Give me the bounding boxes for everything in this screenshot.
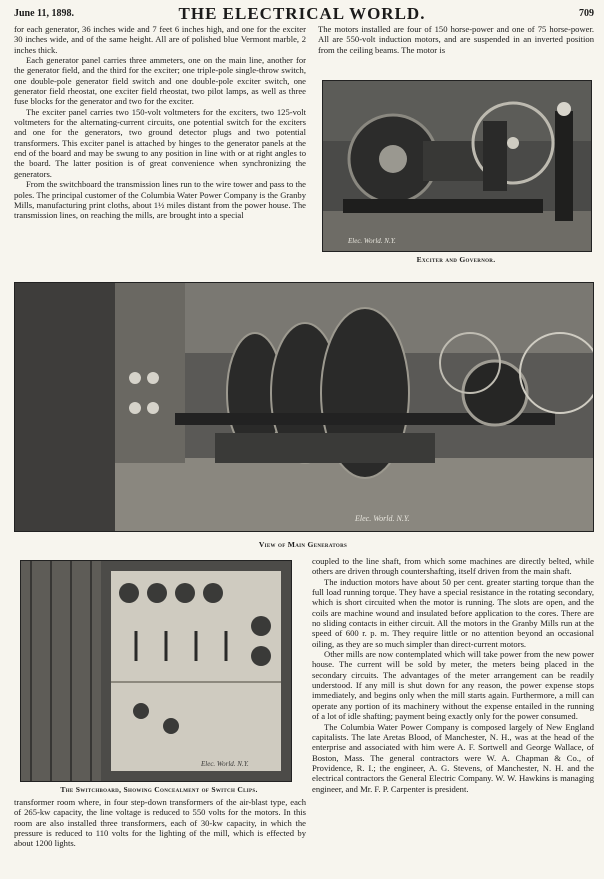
paragraph: The Columbia Water Power Company is composed largely of New England capitalists. The late Aretas Blood, of Manchester, N. H., was at the head of the enterprise and associated with him were A. F. Sortwell and George Wallace, of Boston, Mass. The general contractors were W. A. Chapman & Co., of Providence, R. I.; the engineer, A. G. Stevens, of Manchester, N. H. and the electrical contractors the General Electric Company. W. W. Hawkins is managing engineer, and Mr. F. P. Carpenter is president.	[312, 721, 594, 794]
paragraph: The induction motors have about 50 per cent. greater starting torque than the full load running torque. They have a special resistance in the rotating secondary, which is short circuited when the motor is running. The slots are open, and the coils are machine wound and insulated before application to the cores. There are no sliding contacts in either circuit. All the motors in the Granby Mills run at the speed of 600 r. p. m. They require little or no attention beyond an occasional oiling, as they are so much simpler than direct-current motors.	[312, 576, 594, 649]
paragraph: The motors installed are four of 150 horse-power and one of 75 horse-power. All are 550-volt induction motors, and are suspended in an inverted position from the ceiling beams. The motor is	[318, 24, 594, 55]
left-bottom-column	[14, 797, 306, 849]
page-number: 709	[579, 8, 594, 19]
caption-generators: View of Main Generators	[258, 540, 348, 549]
paragraph: Other mills are now contemplated which will take power from the new power house. The current will be sold by meter, the meters being placed in the secondary circuits. The advantages of the meter arrangement can be readily understood. If any mill is shut down for any reason, the power expense stops immediately, and begins only when the mill starts again. Furthermore, a mill can operate any portion of its machinery without the expense entailed in the running of a lot of idle shafting; payment being exactly only for the power consumed.	[312, 649, 594, 722]
paragraph: coupled to the line shaft, from which some machines are directly belted, while others are driven through countershafting, itself driven from the main shaft.	[312, 556, 594, 577]
photo-mark: Elec. World. N.Y.	[355, 514, 410, 523]
right-top-column	[318, 24, 594, 55]
paragraph: The exciter panel carries two 150-volt voltmeters for the exciters, two 125-volt voltmeters for the alternating-current circuits, one potential switch for the exciters and one for the generators, two ground detector plugs and two potential transformers. This exciter panel is attached by hinges to the generator panels at the end of the board and may be swung to any position in line with or at right angles to the board. The latter position is of great convenience when synchronizing the generators.	[14, 106, 306, 179]
paragraph: From the switchboard the transmission lines run to the wire tower and pass to the poles. The principal customer of the Columbia Water Power Company is the Granby Mills, manufacturing print cloths, about 1½ miles distant from the power house. The transmission lines, on reaching the mills, are brought into a special	[14, 179, 306, 221]
exciter-governor-photo	[322, 80, 592, 252]
caption-switchboard: The Switchboard, Showing Concealment of Switch Clips.	[60, 785, 258, 794]
paragraph: for each generator, 36 inches wide and 7 feet 6 inches high, and one for the exciter 30 inches wide, and of the same height. All are of polished blue Vermont marble, 2 inches thick.	[14, 24, 306, 55]
photo-mark: Elec. World. N.Y.	[201, 760, 249, 768]
paragraph: transformer room where, in four step-down transformers of the air-blast type, each of 265-kw capacity, the line voltage is reduced to 550 volts for the motors. In this room are also installed three transformers, each of 30-kw capacity, in which the pressure is reduced to 110 volts for the lighting of the mill, which is effected by about 1200 lights.	[14, 797, 306, 849]
journal-title: THE ELECTRICAL WORLD.	[178, 4, 426, 23]
right-bottom-column	[312, 556, 594, 794]
left-top-column	[14, 24, 306, 221]
switchboard-photo	[20, 560, 292, 782]
paragraph: Each generator panel carries three ammeters, one on the main line, another for the generator field, and the third for the exciter; one triple-pole single-throw switch, one double-pole generator field switch and one double-pole exciter switch, one generator field rheostat, one exciter field rheostat, two pilot lamps, as well as three fuse blocks for the generator and two for the exciter.	[14, 55, 306, 107]
photo-mark: Elec. World. N.Y.	[348, 237, 396, 245]
page-date: June 11, 1898.	[14, 8, 75, 19]
main-generators-photo	[14, 282, 594, 532]
caption-exciter: Exciter and Governor.	[416, 255, 496, 264]
